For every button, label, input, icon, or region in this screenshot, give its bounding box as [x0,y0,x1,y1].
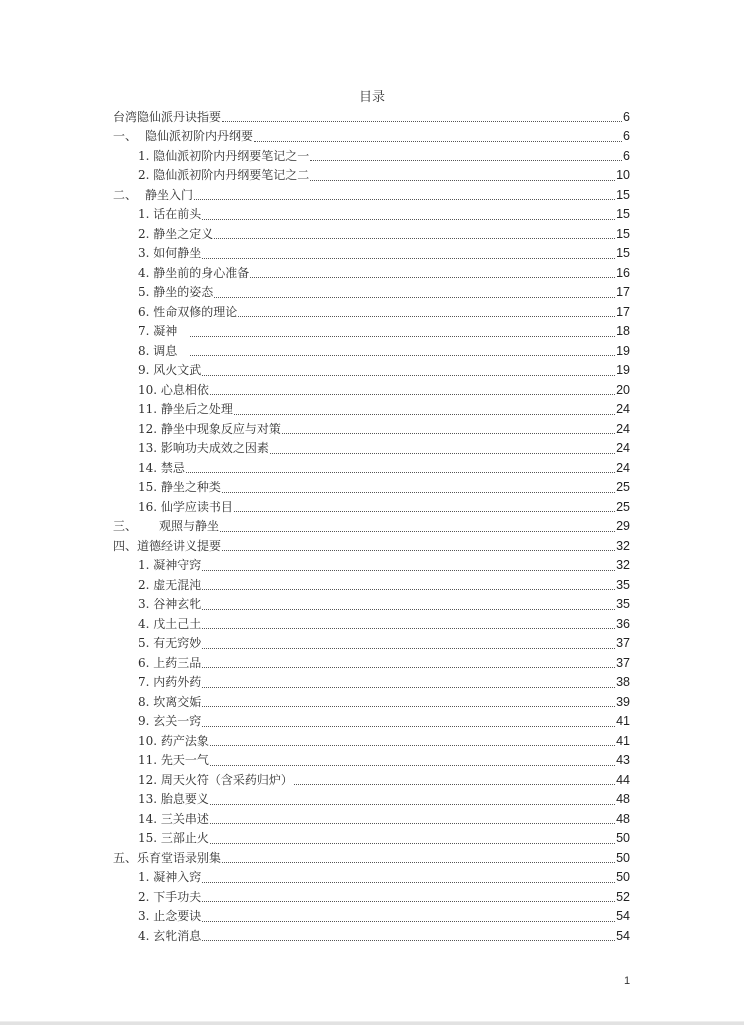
toc-entry-label: 4. 静坐前的身心准备 [138,265,250,280]
dot-leader [202,257,615,259]
dot-leader [202,647,615,649]
toc-entry-page: 29 [616,519,630,533]
toc-entry-label: 4. 戊土己土 [138,616,202,631]
toc-entry-page: 24 [616,402,630,416]
toc-entry-page: 19 [616,343,630,358]
toc-entry[interactable] [113,829,630,849]
dot-leader [202,705,615,707]
toc-entry[interactable] [113,186,630,206]
toc-entry[interactable] [113,888,630,908]
toc-entry-page: 39 [616,694,630,709]
toc-entry-label: 6. 上药三品 [138,655,202,670]
toc-entry-label: 14. 三关串述 [138,811,209,826]
toc-entry-page: 50 [616,850,630,865]
toc-entry-label: 1. 话在前头 [138,207,202,221]
toc-entry-page: 38 [616,675,630,689]
toc-entry[interactable] [113,264,630,284]
toc-entry[interactable] [113,673,630,693]
dot-leader [214,237,615,239]
toc-entry-page: 41 [616,714,630,728]
toc-entry-page: 16 [616,265,630,280]
toc-entry[interactable] [113,478,630,498]
toc-entry-page: 35 [616,597,630,611]
toc-entry-label: 2. 下手功夫 [138,889,202,904]
toc-entry[interactable] [113,108,630,128]
toc-entry[interactable] [113,556,630,576]
dot-leader [210,842,615,844]
toc-entry-number: 二、 [113,187,138,202]
toc-entry-label: 2. 隐仙派初阶内丹纲要笔记之二 [138,168,310,182]
toc-entry-page: 32 [616,558,630,572]
toc-entry-label: 8. 坎离交姤 [138,694,202,709]
toc-entry-label: 13. 胎息要义 [138,792,209,806]
toc-entry-page: 48 [616,811,630,826]
dot-leader [210,393,615,395]
toc-entry-number: 五、 [113,850,138,865]
toc-entry[interactable] [113,907,630,927]
dot-leader [250,276,615,278]
dot-leader [202,608,615,610]
toc-entry-label: 3. 谷神玄牝 [138,597,202,611]
dot-leader [202,666,615,668]
toc-entry-label: 10. 心息相依 [138,382,209,397]
toc-entry-label: 乐育堂语录别集 [137,850,222,865]
toc-entry-page: 15 [616,226,630,241]
dot-leader [294,783,615,785]
toc-entry[interactable] [113,595,630,615]
dot-leader [210,764,615,766]
page-number: 1 [624,975,631,987]
toc-entry-label: 1. 凝神入窍 [138,870,202,884]
toc-entry-label: 15. 静坐之种类 [138,480,221,494]
dot-leader [270,452,615,454]
toc-entry-label: 7. 内药外药 [138,675,202,689]
toc-entry[interactable] [113,205,630,225]
dot-leader [234,413,615,415]
toc-entry[interactable] [113,420,630,440]
toc-entry[interactable] [113,303,630,323]
toc-entry-page: 20 [616,382,630,397]
dot-leader [310,179,615,181]
toc-entry-page: 18 [616,324,630,338]
toc-entry[interactable] [113,439,630,459]
toc-entry-label: 13. 影响功夫成效之因素 [138,441,269,455]
dot-leader [222,491,615,493]
toc-entry[interactable] [113,361,630,381]
toc-entry-label: 5. 有无窍妙 [138,636,202,650]
toc-entry[interactable] [113,147,630,167]
toc-entry-page: 54 [616,928,630,943]
toc-entry[interactable] [113,654,630,674]
toc-entry[interactable] [113,498,630,518]
toc-entry[interactable] [113,771,630,791]
toc-entry-page: 25 [616,499,630,514]
dot-leader [282,432,615,434]
toc-entry-number: 一、 [113,129,138,143]
toc-entry-label: 7. 凝神 [138,324,190,338]
dot-leader [202,881,615,883]
toc-entry[interactable] [113,810,630,830]
dot-leader [210,822,615,824]
dot-leader [310,159,622,161]
dot-leader [214,296,615,298]
toc-entry-label: 11. 先天一气 [138,753,209,767]
dot-leader [202,920,615,922]
toc-entry-label: 道德经讲义提要 [137,538,222,553]
toc-entry-page: 15 [616,246,630,260]
toc-entry[interactable] [113,342,630,362]
toc-entry-number: 三、 [113,519,138,533]
dot-leader [202,218,615,220]
toc-entry-page: 17 [616,285,630,299]
toc-entry-label: 静坐入门 [145,187,194,202]
toc-entry[interactable] [113,732,630,752]
dot-leader [202,725,615,727]
dot-leader [202,588,615,590]
dot-leader [202,374,615,376]
toc-entry[interactable] [113,927,630,947]
toc-entry-label: 4. 玄牝消息 [138,928,202,943]
toc-entry[interactable] [113,127,630,147]
toc-entry[interactable] [113,751,630,771]
dot-leader [210,803,615,805]
toc-entry-page: 37 [616,655,630,670]
toc-entry[interactable] [113,868,630,888]
dot-leader [186,471,615,473]
dot-leader [238,315,615,317]
toc-entry-page: 25 [616,480,630,494]
toc-entry-label: 1. 隐仙派初阶内丹纲要笔记之一 [138,148,310,163]
toc-entry-page: 24 [616,460,630,475]
toc-entry[interactable] [113,615,630,635]
toc-entry[interactable] [113,634,630,654]
dot-leader [202,569,615,571]
dot-leader [222,549,615,551]
toc-entry-label: 3. 止念要诀 [138,909,202,923]
toc-entry-label: 2. 虚无混沌 [138,577,202,592]
toc-entry-page: 41 [616,733,630,748]
toc-entry-label: 16. 仙学应读书目 [138,499,233,514]
dot-leader [234,510,615,512]
dot-leader [220,530,615,532]
toc-entry[interactable] [113,693,630,713]
toc-entry-page: 35 [616,577,630,592]
toc-entry[interactable] [113,381,630,401]
toc-entry-label: 观照与静坐 [159,519,220,533]
toc-entry-label: 5. 静坐的姿态 [138,285,214,299]
toc-entry-label: 10. 药产法象 [138,733,209,748]
toc-title: 目录 [358,90,385,105]
toc-entry-label: 9. 玄关一窍 [138,714,202,728]
toc-entry-page: 19 [616,363,630,377]
toc-entry[interactable] [113,576,630,596]
toc-entry[interactable] [113,400,630,420]
toc-entry[interactable] [113,517,630,537]
dot-leader [190,354,615,356]
toc-entry-page: 6 [623,148,630,163]
dot-leader [202,627,615,629]
toc-entry-number: 四、 [113,538,138,553]
page-bottom-edge [0,1021,744,1025]
dot-leader [222,120,622,122]
dot-leader [194,198,615,200]
toc-entry-page: 43 [616,753,630,767]
dot-leader [202,900,615,902]
toc-entry[interactable] [113,225,630,245]
dot-leader [222,861,615,863]
dot-leader [210,744,615,746]
toc-entry-page: 54 [616,909,630,923]
toc-entry-page: 24 [616,421,630,436]
toc-entry-page: 17 [616,304,630,319]
toc-entry-label: 1. 凝神守窍 [138,558,202,572]
toc-entry-page: 6 [623,109,630,124]
toc-entry-label: 9. 风火文武 [138,363,202,377]
toc-entry-page: 52 [616,889,630,904]
table-of-contents [113,108,630,947]
toc-entry-label: 12. 静坐中现象反应与对策 [138,421,281,436]
toc-entry-label: 2. 静坐之定义 [138,226,214,241]
toc-entry[interactable] [113,322,630,342]
toc-entry-page: 15 [616,207,630,221]
toc-entry[interactable] [113,283,630,303]
toc-entry-page: 10 [616,168,630,182]
toc-entry-label: 3. 如何静坐 [138,246,202,260]
dot-leader [202,939,615,941]
toc-entry-page: 36 [616,616,630,631]
toc-entry[interactable] [113,790,630,810]
toc-entry-page: 48 [616,792,630,806]
toc-entry-label: 8. 调息 [138,343,190,358]
toc-entry-label: 14. 禁忌 [138,460,185,475]
toc-entry[interactable] [113,849,630,869]
toc-entry-page: 15 [616,187,630,202]
toc-entry[interactable] [113,244,630,264]
toc-entry[interactable] [113,459,630,479]
toc-entry[interactable] [113,712,630,732]
toc-entry-page: 24 [616,441,630,455]
toc-entry-label: 台湾隐仙派丹诀指要 [113,109,222,124]
toc-entry-page: 50 [616,870,630,884]
toc-entry-page: 50 [616,831,630,845]
toc-entry-page: 32 [616,538,630,553]
toc-entry-label: 15. 三部止火 [138,831,209,845]
toc-entry-label: 12. 周天火符（含采药归炉） [138,772,293,787]
dot-leader [254,140,622,142]
dot-leader [190,335,615,337]
toc-entry[interactable] [113,537,630,557]
toc-entry-label: 6. 性命双修的理论 [138,304,238,319]
toc-entry[interactable] [113,166,630,186]
toc-entry-label: 11. 静坐后之处理 [138,402,233,416]
toc-entry-page: 44 [616,772,630,787]
dot-leader [202,686,615,688]
toc-entry-label: 隐仙派初阶内丹纲要 [145,129,254,143]
toc-entry-page: 6 [623,129,630,143]
toc-entry-page: 37 [616,636,630,650]
